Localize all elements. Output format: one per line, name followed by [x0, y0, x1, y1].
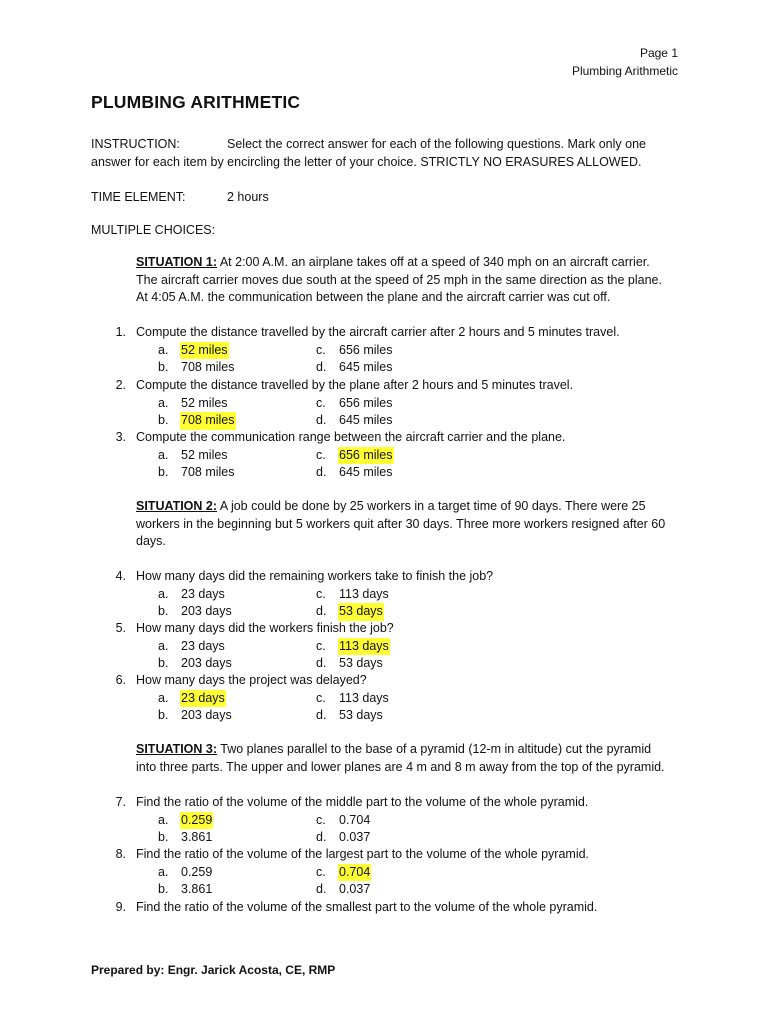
- choice-letter: d.: [316, 656, 327, 670]
- choice-text: 0.037: [339, 830, 371, 844]
- choice-letter: d.: [316, 708, 327, 722]
- choice-letter: c.: [316, 864, 326, 879]
- choice-text: 203 days: [181, 604, 232, 618]
- choice-letter: d.: [316, 830, 327, 844]
- choice-text: 52 miles: [181, 447, 228, 462]
- situation-label: SITUATION 2:: [136, 499, 218, 513]
- question-text: Compute the communication range between the aircraft carrier and the plane.: [136, 430, 566, 444]
- choice-text: 53 days: [339, 708, 383, 722]
- choice-text: 656 miles: [339, 395, 393, 410]
- choice-text: 203 days: [181, 708, 232, 722]
- choice-text: 203 days: [181, 656, 232, 670]
- choice-text: 645 miles: [339, 413, 393, 427]
- question-number: 1.: [115, 325, 126, 339]
- choice-letter: d.: [316, 413, 327, 427]
- question-text: How many days the project was delayed?: [136, 673, 367, 687]
- highlighted-answer-text: 708 miles: [180, 412, 236, 430]
- choice-letter: d.: [316, 465, 327, 479]
- choice-letter: d.: [316, 882, 327, 896]
- document-title: PLUMBING ARITHMETIC: [91, 92, 301, 112]
- choice-letter: a.: [158, 690, 169, 705]
- choice-letter: a.: [158, 864, 169, 879]
- choice-text: 0.704: [339, 812, 371, 827]
- choice-letter: c.: [316, 812, 326, 827]
- situation-text: A job could be done by 25 workers in a target time of 90 days. There were 25: [219, 499, 646, 513]
- instruction-text-line1: Select the correct answer for each of the following questions. Mark only one: [227, 137, 646, 151]
- choice-text: 23 days: [181, 638, 225, 653]
- question-text: Compute the distance travelled by the plane after 2 hours and 5 minutes travel.: [136, 378, 574, 392]
- choice-text: 3.861: [181, 882, 213, 896]
- situation-text: The aircraft carrier moves due south at the speed of 25 mph in the same direction as the plane.: [136, 272, 662, 287]
- situation-2: [136, 498, 681, 551]
- situation-1: [136, 254, 681, 307]
- choice-letter: a.: [158, 812, 169, 827]
- choice-text: 0.037: [339, 882, 371, 896]
- question-number: 2.: [115, 378, 126, 392]
- question-number: 7.: [115, 795, 126, 809]
- situation-text: into three parts. The upper and lower planes are 4 m and 8 m away from the top of the pyramid.: [136, 759, 665, 774]
- question-text: How many days did the workers finish the job?: [136, 621, 394, 635]
- highlighted-answer-text: 23 days: [180, 690, 226, 708]
- situation-label: SITUATION 1:: [136, 255, 218, 269]
- highlighted-answer-text: 52 miles: [180, 342, 229, 360]
- question-text: Find the ratio of the volume of the middle part to the volume of the whole pyramid.: [136, 795, 589, 809]
- multiple-choices-label: MULTIPLE CHOICES:: [91, 223, 216, 237]
- highlighted-answer-text: 0.259: [180, 812, 213, 830]
- choice-text: 645 miles: [339, 465, 393, 479]
- instruction-label: INSTRUCTION:: [91, 137, 180, 151]
- choice-letter: c.: [316, 395, 326, 410]
- situation-text: At 4:05 A.M. the communication between the plane and the aircraft carrier was cut off.: [136, 290, 611, 304]
- choice-text: 3.861: [181, 830, 213, 844]
- choice-text: 0.259: [181, 864, 213, 879]
- choice-text: 23 days: [181, 586, 225, 601]
- choice-letter: b.: [158, 604, 169, 618]
- time-element-value: 2 hours: [227, 190, 269, 204]
- choice-letter: c.: [316, 447, 326, 462]
- choice-text: 53 days: [339, 656, 383, 670]
- choice-letter: d.: [316, 604, 327, 618]
- highlighted-answer-text: 113 days: [338, 638, 390, 656]
- choice-text: 708 miles: [181, 465, 235, 479]
- highlighted-answer-text: 0.704: [338, 864, 371, 882]
- choice-letter: a.: [158, 638, 169, 653]
- choice-letter: b.: [158, 413, 169, 427]
- choice-text: 113 days: [339, 586, 389, 601]
- choice-letter: a.: [158, 586, 169, 601]
- choice-text: 52 miles: [181, 395, 228, 410]
- question-text: How many days did the remaining workers take to finish the job?: [136, 569, 494, 583]
- choice-letter: c.: [316, 638, 326, 653]
- question-number: 8.: [115, 847, 126, 861]
- situation-3: [136, 741, 681, 776]
- situation-text: days.: [136, 534, 166, 548]
- highlighted-answer-text: 53 days: [338, 603, 384, 621]
- prepared-by-footer: Prepared by: Engr. Jarick Acosta, CE, RMP: [91, 963, 336, 977]
- choice-letter: b.: [158, 465, 169, 479]
- question-number: 6.: [115, 673, 126, 687]
- choice-letter: a.: [158, 447, 169, 462]
- choice-letter: c.: [316, 586, 326, 601]
- choice-letter: c.: [316, 690, 326, 705]
- situation-label: SITUATION 3:: [136, 742, 218, 756]
- choice-text: 645 miles: [339, 360, 393, 374]
- choice-letter: b.: [158, 830, 169, 844]
- header-doc-title: Plumbing Arithmetic: [571, 64, 678, 78]
- page-number: Page 1: [639, 46, 678, 60]
- choice-letter: a.: [158, 342, 169, 357]
- question-number: 5.: [115, 621, 126, 635]
- choice-text: 708 miles: [181, 360, 235, 374]
- question-number: 9.: [115, 900, 126, 914]
- question-number: 4.: [115, 569, 126, 583]
- choice-text: 113 days: [339, 690, 389, 705]
- instruction-block: [91, 136, 681, 171]
- choice-letter: b.: [158, 708, 169, 722]
- question-number: 3.: [115, 430, 126, 444]
- choice-letter: c.: [316, 342, 326, 357]
- situation-text: workers in the beginning but 5 workers quit after 30 days. Three more workers resigned after 60: [136, 516, 666, 531]
- choice-text: 656 miles: [339, 342, 393, 357]
- instruction-text-line2: answer for each item by encircling the letter of your choice. STRICTLY NO ERASURES ALLOWED.: [91, 154, 642, 169]
- situation-text: Two planes parallel to the base of a pyramid (12-m in altitude) cut the pyramid: [220, 742, 652, 756]
- time-element: [91, 189, 269, 207]
- question-text: Find the ratio of the volume of the largest part to the volume of the whole pyramid.: [136, 847, 590, 861]
- page-header: [572, 44, 678, 80]
- choice-letter: d.: [316, 360, 327, 374]
- choice-letter: a.: [158, 395, 169, 410]
- choice-letter: b.: [158, 656, 169, 670]
- highlighted-answer-text: 656 miles: [338, 447, 394, 465]
- situation-text: At 2:00 A.M. an airplane takes off at a speed of 340 mph on an aircraft carrier.: [219, 255, 650, 269]
- choice-letter: b.: [158, 360, 169, 374]
- choice-letter: b.: [158, 882, 169, 896]
- question-text: Compute the distance travelled by the aircraft carrier after 2 hours and 5 minutes travel.: [136, 325, 620, 339]
- time-element-label: TIME ELEMENT:: [91, 190, 186, 204]
- question-text: Find the ratio of the volume of the smallest part to the volume of the whole pyramid.: [136, 900, 598, 914]
